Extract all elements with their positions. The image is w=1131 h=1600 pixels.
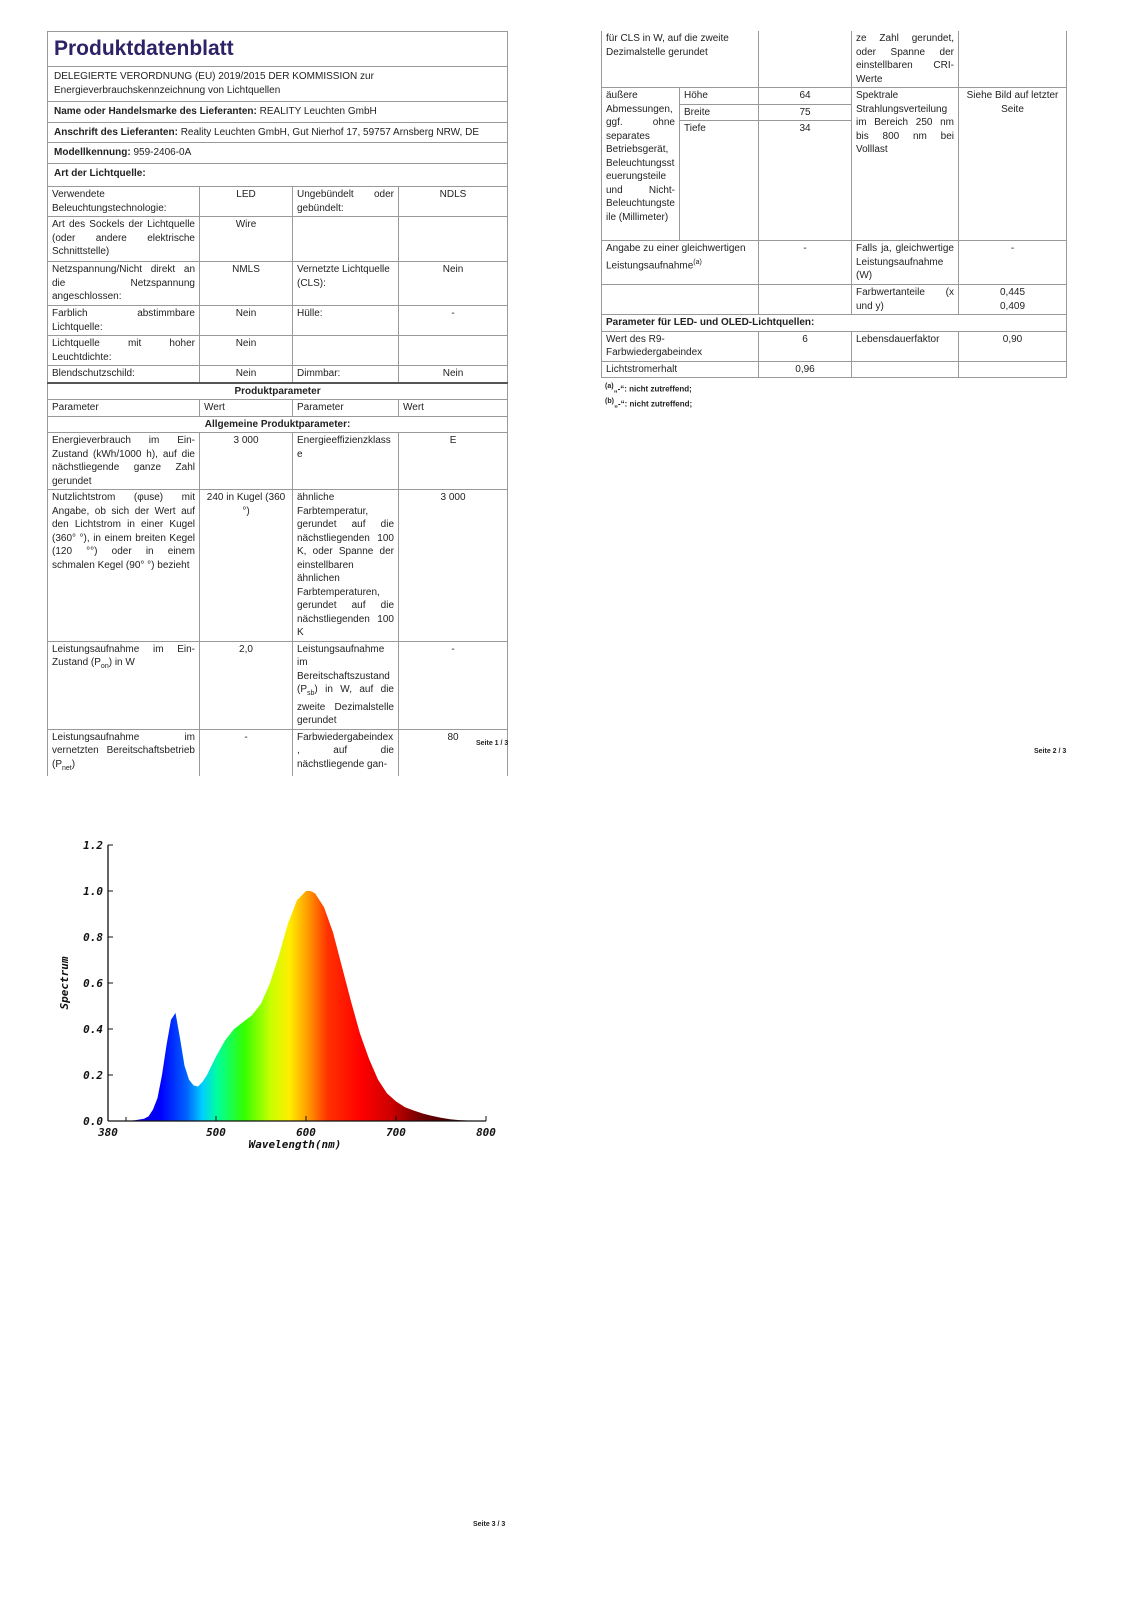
model-value: 959-2406-0A (133, 147, 192, 158)
y-tick-label: 0.2 (83, 1069, 103, 1082)
table-row (48, 366, 508, 383)
row-value (399, 217, 508, 262)
y-tick-label: 0.4 (83, 1023, 103, 1036)
address-label: Anschrift des Lieferanten: (54, 126, 178, 138)
table-row (48, 433, 508, 490)
color-temperature-label: ähnliche Farbtemperatur, gerundet auf die nächstliegenden 100 K, oder Spanne der einstellbaren ähnlichen Farbtemperaturen, gerundet auf die nächstliegenden 100 K (293, 490, 399, 642)
document-title: Produktdatenblatt (48, 32, 508, 67)
spectral-distribution-value: Siehe Bild auf letzter Seite (959, 88, 1067, 241)
table-row (48, 490, 508, 642)
energy-class-label: Energieeffizienzklasse (293, 433, 399, 490)
page-number: Seite 2 / 3 (1034, 748, 1067, 755)
lumen-maintenance-value: 0,96 (759, 361, 852, 378)
row-value: Wire (200, 217, 293, 262)
table-row (602, 361, 1067, 378)
column-header-row (48, 400, 508, 417)
y-tick-label: 1.2 (83, 839, 103, 852)
row-value (399, 336, 508, 366)
model-label: Modellkennung: (54, 147, 131, 158)
cri-value: 80 (399, 729, 508, 776)
color-temperature-value: 3 000 (399, 490, 508, 642)
y-tick-label: 0.8 (83, 931, 103, 944)
table-row (48, 217, 508, 262)
chromaticity-label: Farbwertanteile (x und y) (852, 285, 959, 315)
table-row (48, 262, 508, 306)
energy-class-value: E (399, 433, 508, 490)
equivalent-power-if-yes-label: Falls ja, gleichwertige Leistungsaufnahme (W) (852, 241, 959, 285)
y-tick-label: 0.6 (83, 977, 103, 990)
y-axis-label: Spectrum (58, 956, 71, 1010)
cri-continued: ze Zahl gerundet, oder Spanne der einstellbaren CRI-Werte (852, 31, 959, 88)
dimension-value: 34 (759, 121, 852, 241)
r9-label: Wert des R9-Farbwiedergabeindex (602, 331, 759, 361)
table-row (602, 285, 1067, 315)
r9-value: 6 (759, 331, 852, 361)
table-row (602, 88, 1067, 105)
col-header: Wert (399, 400, 508, 417)
row-value: Nein (399, 262, 508, 306)
page-number: Seite 3 / 3 (473, 1521, 506, 1528)
x-tick-label: 600 (296, 1126, 316, 1139)
energy-consumption-label: Energieverbrauch im Ein-Zustand (kWh/1000 h), auf die nächstliegende ganze Zahl gerundet (48, 433, 200, 490)
row-label: Ungebündelt oder gebündelt: (293, 187, 399, 217)
spectrum-chart (40, 820, 540, 1170)
spectrum-area (108, 891, 486, 1121)
row-label: Vernetzte Lichtquelle (CLS): (293, 262, 399, 306)
table-row (48, 336, 508, 366)
x-axis-label: Wavelength(nm) (248, 1138, 342, 1151)
luminous-flux-value: 240 in Kugel (360 °) (200, 490, 293, 642)
row-value: NDLS (399, 187, 508, 217)
row-label: Art des Sockels der Lichtquelle (oder andere elektrische Schnittstelle) (48, 217, 200, 262)
cri-label: Farbwiedergabeindex, auf die nächstliegende gan- (293, 729, 399, 776)
page-1 (47, 31, 507, 776)
dimension-name: Höhe (680, 88, 759, 105)
y-tick-label: 0.0 (83, 1115, 103, 1128)
table-row (48, 306, 508, 336)
general-parameters-heading: Allgemeine Produktparameter: (48, 416, 508, 433)
supplier-label: Name oder Handelsmarke des Lieferanten: (54, 106, 257, 117)
row-value: LED (200, 187, 293, 217)
datasheet-table-page-1 (47, 31, 508, 776)
col-header: Parameter (293, 400, 399, 417)
col-header: Parameter (48, 400, 200, 417)
x-tick-label: 500 (206, 1126, 226, 1139)
lifetime-factor-value: 0,90 (959, 331, 1067, 361)
datasheet-table-page-2 (601, 31, 1067, 378)
light-source-type-heading: Art der Lichtquelle: (48, 163, 508, 187)
table-row (602, 331, 1067, 361)
power-networked-label: Leistungsaufnahme im vernetzten Bereitschaftsbetrieb $(P_{net})$ (48, 729, 200, 776)
chromaticity-value: 0,445 0,409 (959, 285, 1067, 315)
dimension-value: 64 (759, 88, 852, 105)
lifetime-factor-label: Lebensdauerfaktor (852, 331, 959, 361)
row-label: Verwendete Beleuchtungstechnologie: (48, 187, 200, 217)
equivalent-power-value: - (759, 241, 852, 285)
power-standby-label: Leistungsaufnahme im Bereitschaftszustand $(P_{sb})$ in W, auf die zweite Dezimalstelle gerundet (293, 641, 399, 729)
spectral-distribution-label: Spektrale Strahlungsverteilung im Bereich 250 nm bis 800 nm bei Volllast (852, 88, 959, 241)
regulation-text: DELEGIERTE VERORDNUNG (EU) 2019/2015 DER KOMMISSION zur Energieverbrauchskennzeichnung von Lichtquellen (48, 67, 508, 102)
dimensions-label: äußere Abmessungen, ggf. ohne separates Betriebsgerät, Beleuchtungssteuerungsteile und Nicht-Beleuchtungsteile (Millimeter) (602, 88, 680, 241)
dimension-name: Breite (680, 104, 759, 121)
table-row (48, 641, 508, 729)
table-row (602, 31, 1067, 88)
dimension-name: Tiefe (680, 121, 759, 241)
row-value: Nein (200, 366, 293, 383)
row-value: Nein (399, 366, 508, 383)
y-tick-label: 1.0 (83, 885, 103, 898)
row-label (293, 217, 399, 262)
energy-consumption-value: 3 000 (200, 433, 293, 490)
lumen-maintenance-label: Lichtstromerhalt (602, 361, 759, 378)
col-header: Wert (200, 400, 293, 417)
x-tick-label: 380 (98, 1126, 118, 1139)
dimension-value: 75 (759, 104, 852, 121)
page-number: Seite 1 / 3 (476, 740, 509, 747)
row-value: Nein (200, 336, 293, 366)
row-label: Blendschutzschild: (48, 366, 200, 383)
power-on-value: 2,0 (200, 641, 293, 729)
row-label: Lichtquelle mit hoher Leuchtdichte: (48, 336, 200, 366)
page-2 (601, 31, 1066, 378)
power-on-label: Leistungsaufnahme im Ein-Zustand $(P_{on})$ in W (48, 641, 200, 729)
product-parameters-heading: Produktparameter (48, 383, 508, 400)
power-networked-value: - (200, 729, 293, 776)
address-row (48, 122, 508, 143)
supplier-row (48, 102, 508, 123)
cls-standby-continued: für CLS in W, auf die zweite Dezimalstelle gerundet (602, 31, 759, 88)
address-value: Reality Leuchten GmbH, Gut Nierhof 17, 59757 Arnsberg NRW, DE (180, 126, 479, 138)
row-label: Dimmbar: (293, 366, 399, 383)
row-value: Nein (200, 306, 293, 336)
led-oled-parameters-heading: Parameter für LED- und OLED-Lichtquellen: (602, 315, 1067, 332)
row-value: - (399, 306, 508, 336)
table-row (48, 729, 508, 776)
table-row (48, 187, 508, 217)
row-value: NMLS (200, 262, 293, 306)
footnote-b: $^{(b)}$„-“: nicht zutreffend; (605, 398, 693, 409)
equivalent-power-label: Angabe zu einer gleichwertigen Leistungsaufnahme$^{(a)}$ (602, 241, 759, 285)
footnote-a: $^{(a)}$„-“: nicht zutreffend; (605, 383, 692, 394)
power-standby-value: - (399, 641, 508, 729)
x-tick-label: 800 (476, 1126, 496, 1139)
supplier-value: REALITY Leuchten GmbH (259, 106, 377, 117)
row-label: Farblich abstimmbare Lichtquelle: (48, 306, 200, 336)
model-row (48, 143, 508, 164)
x-tick-label: 700 (386, 1126, 406, 1139)
luminous-flux-label: Nutzlichtstrom (φuse) mit Angabe, ob sich der Wert auf den Lichtstrom in einer Kugel (360° °), in einem breiten Kegel (120 °°) oder in einem schmalen Kegel (90° °) bezieht (48, 490, 200, 642)
row-label (293, 336, 399, 366)
row-label: Netzspannung/Nicht direkt an die Netzspannung angeschlossen: (48, 262, 200, 306)
table-row (602, 241, 1067, 285)
equivalent-power-if-yes-value: - (959, 241, 1067, 285)
row-label: Hülle: (293, 306, 399, 336)
